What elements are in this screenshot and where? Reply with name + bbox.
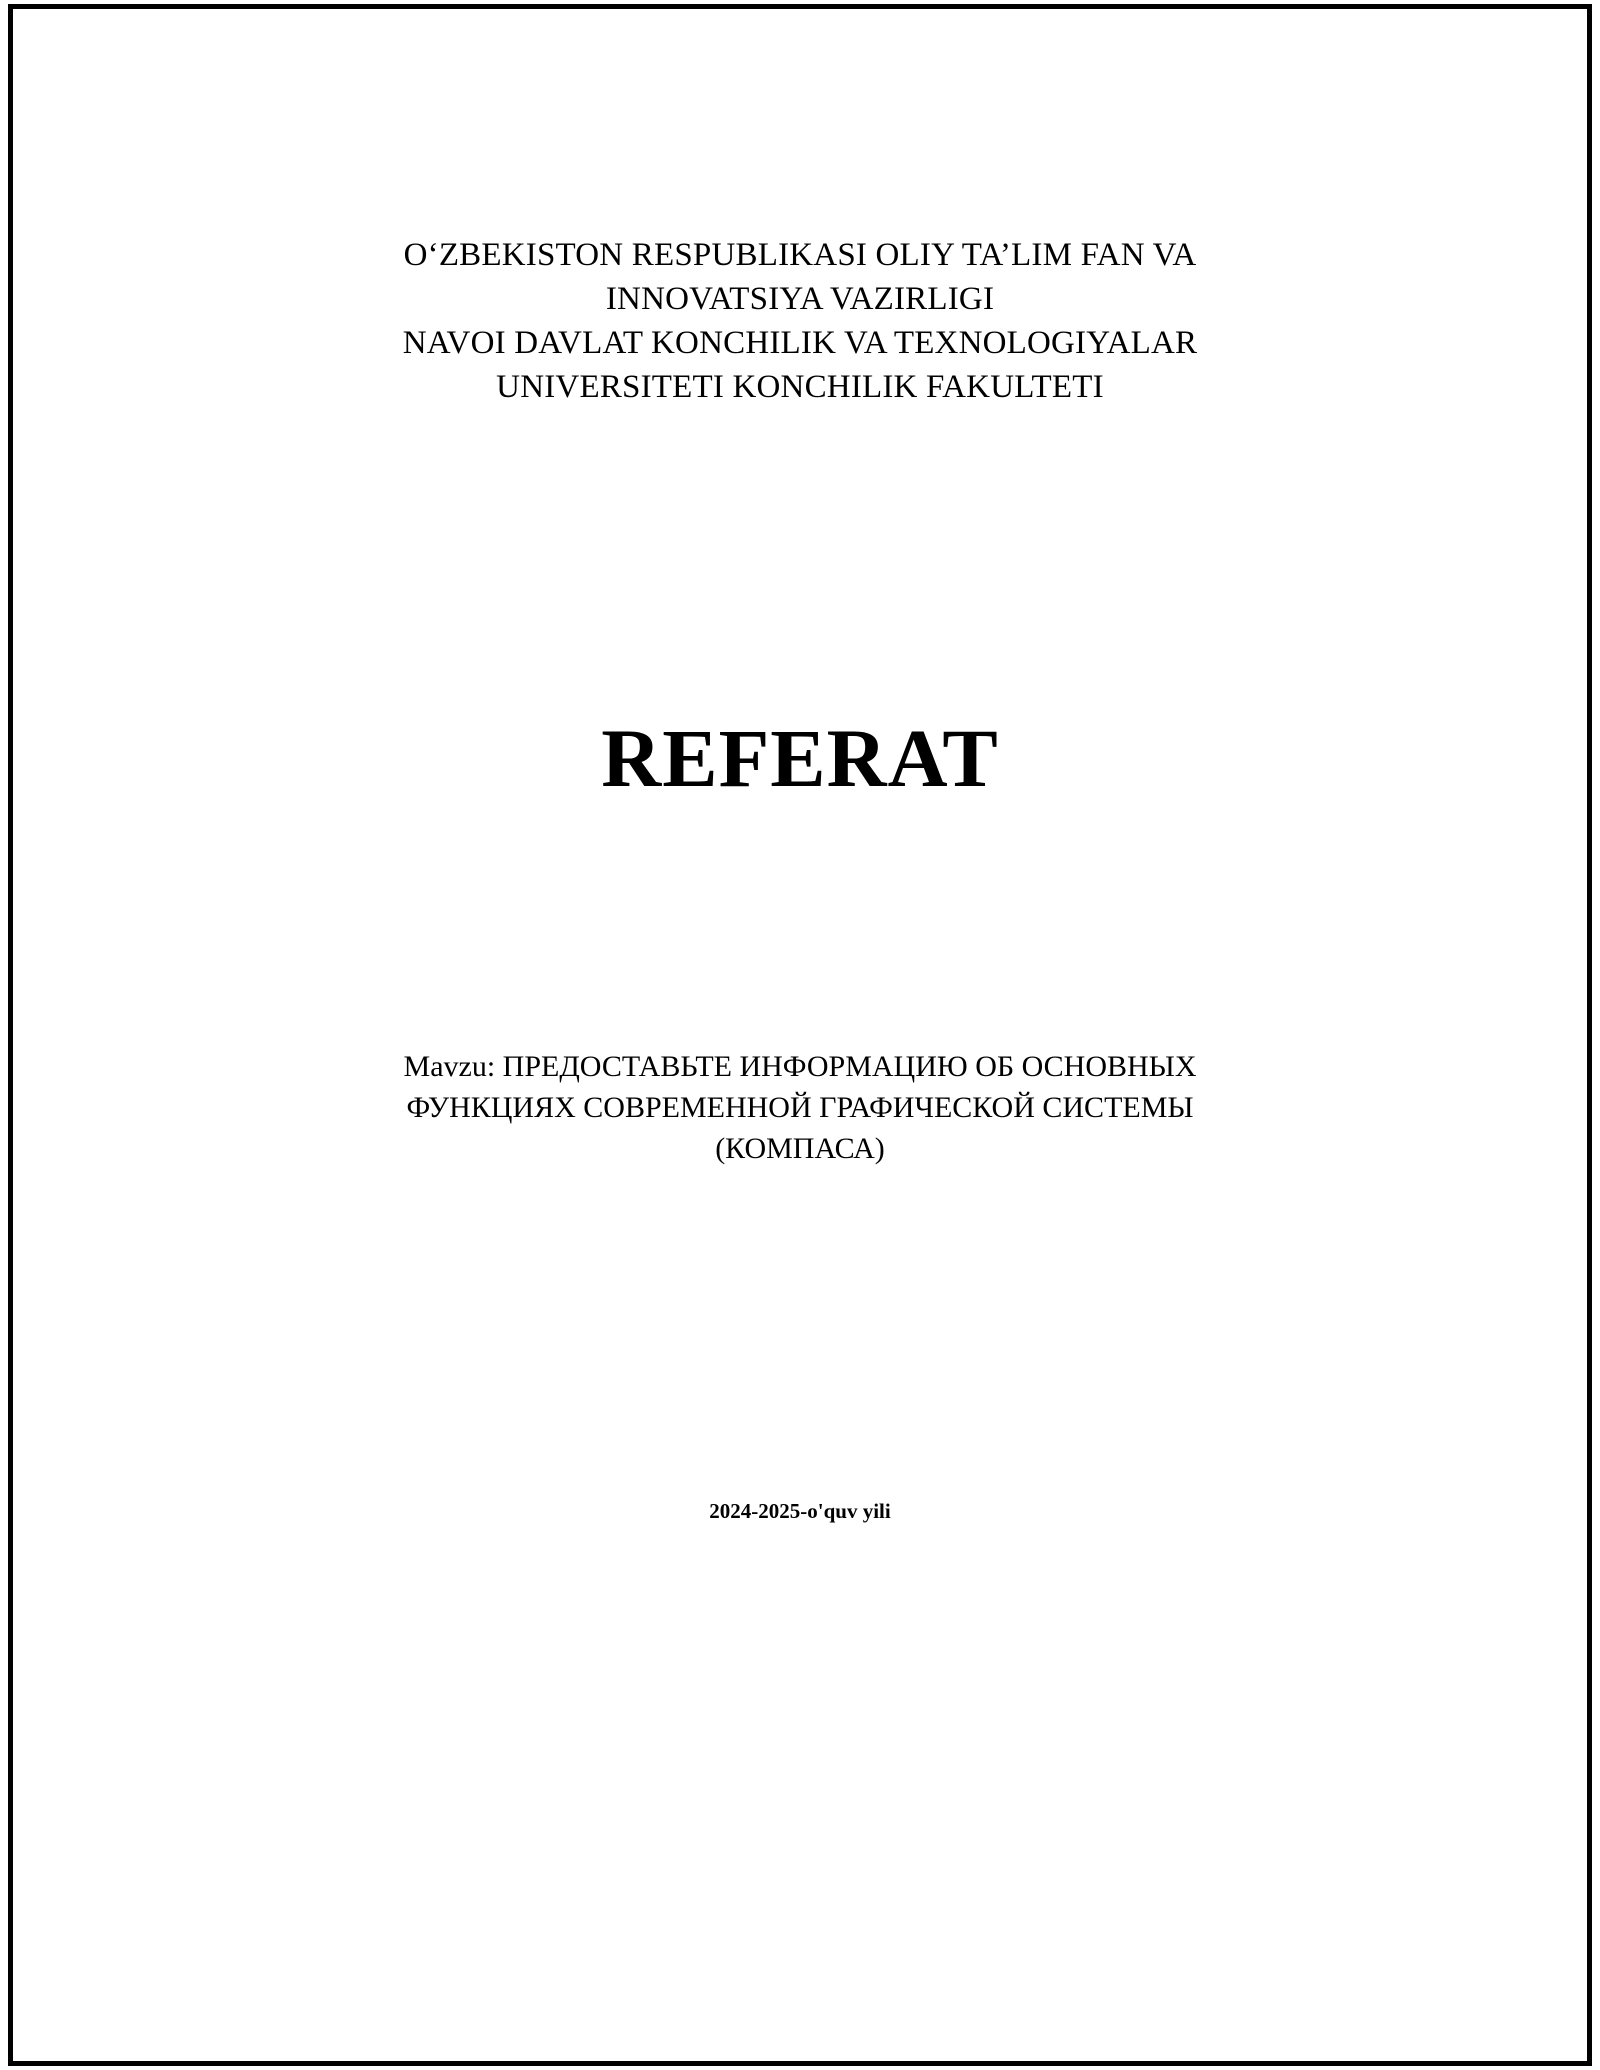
page-border-frame — [8, 4, 1592, 2066]
subject-line-3: (КОМПАСА) — [715, 1131, 885, 1165]
institution-header-line-1: O‘ZBEKISTON RESPUBLIKASI OLIY TA’LIM FAN VA — [403, 237, 1197, 273]
institution-header-line-4: UNIVERSITETI KONCHILIK FAKULTETI — [496, 368, 1104, 405]
document-title-block — [203, 710, 1397, 806]
subject-block — [203, 1046, 1397, 1169]
subject-line-2: ФУНКЦИЯХ СОВРЕМЕННОЙ ГРАФИЧЕСКОЙ СИСТЕМЫ — [406, 1090, 1194, 1124]
institution-header-line-3: NAVOI DAVLAT KONCHILIK VA TEXNOLOGIYALAR — [402, 324, 1198, 361]
institution-header — [203, 234, 1397, 410]
page-title: REFERAT — [601, 711, 999, 804]
subject-line-1: Mavzu: ПРЕДОСТАВЬТЕ ИНФОРМАЦИЮ ОБ ОСНОВНЫХ — [403, 1049, 1197, 1083]
page-content — [13, 9, 1587, 2061]
academic-year-block — [203, 1499, 1397, 1524]
academic-year-text: 2024-2025-o'quv yili — [709, 1498, 891, 1523]
institution-header-line-2: INNOVATSIYA VAZIRLIGI — [605, 280, 995, 317]
